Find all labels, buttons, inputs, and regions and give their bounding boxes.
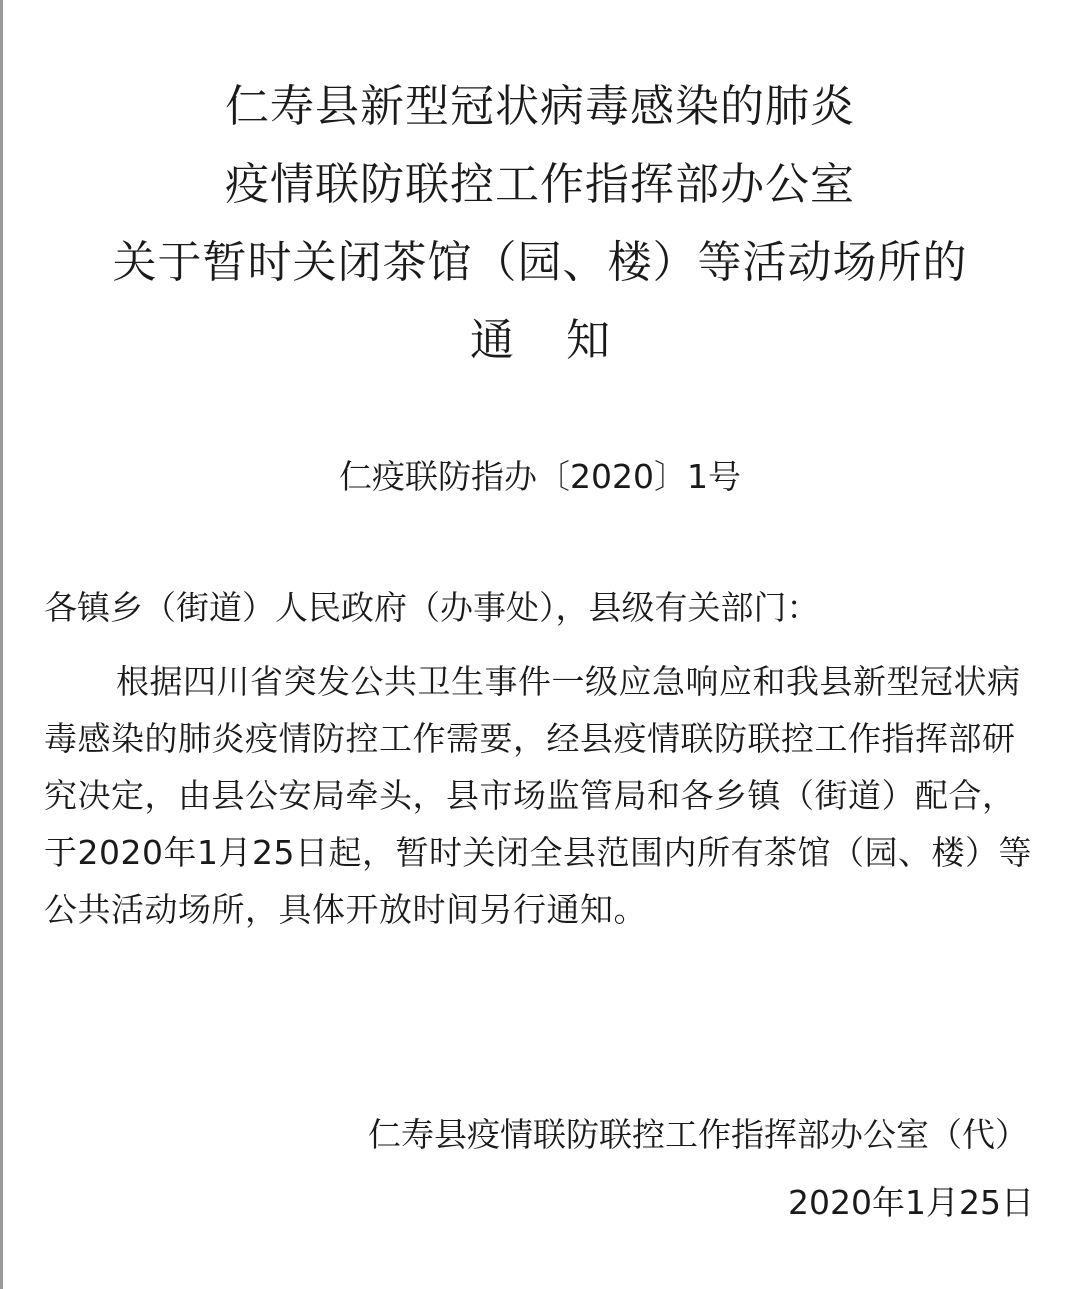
document-number: 仁疫联防指办〔2020〕1号	[339, 457, 741, 496]
title-line-2: 疫情联防联控工作指挥部办公室	[225, 159, 855, 210]
title-line-4: 通知	[470, 315, 662, 366]
body-paragraph: 根据四川省突发公共卫生事件一级应急响应和我县新型冠状病毒感染的肺炎疫情防控工作需要，经县疫情联防联控工作指挥部研究决定，由县公安局牵头，县市场监管局和各乡镇（街道）配合，于2020年1月25日起，暂时关闭全县范围内所有茶馆（园、楼）等公共活动场所，具体开放时间另行通知。	[44, 662, 1032, 929]
title-line-3: 关于暂时关闭茶馆（园、楼）等活动场所的	[112, 237, 968, 288]
issue-date: 2020年1月25日	[788, 1183, 1034, 1222]
document-title	[0, 68, 1080, 380]
issuing-office: 仁寿县疫情联防联控工作指挥部办公室（代）	[368, 1115, 1028, 1154]
title-line-1: 仁寿县新型冠状病毒感染的肺炎	[225, 81, 855, 132]
salutation: 各镇乡（街道）人民政府（办事处），县级有关部门：	[44, 588, 820, 627]
